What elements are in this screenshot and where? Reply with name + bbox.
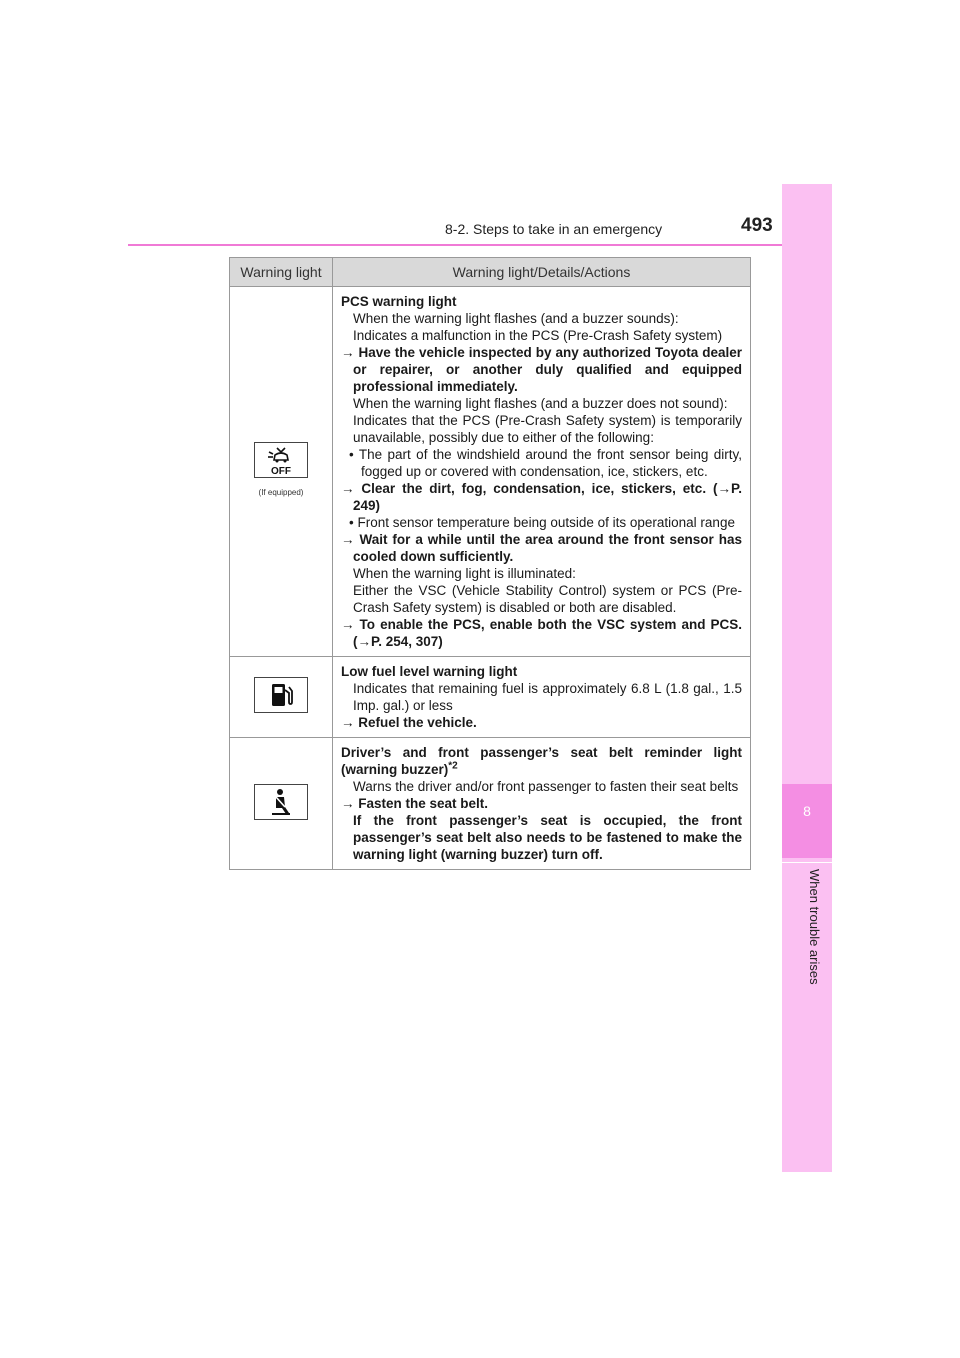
header-rule bbox=[128, 244, 832, 246]
page-number: 493 bbox=[741, 215, 773, 236]
pcs-text: Indicates a malfunction in the PCS (Pre-Crash Safety system) bbox=[353, 328, 723, 343]
fuel-icon-cell bbox=[230, 657, 333, 738]
pcs-action: → Clear the dirt, fog, condensation, ice, stickers, etc. (→P. 249) bbox=[341, 481, 742, 513]
belt-icon-cell bbox=[230, 738, 333, 870]
belt-text: Warns the driver and/or front passenger to fasten their seat belts bbox=[353, 779, 739, 794]
header-details: Warning light/Details/Actions bbox=[333, 258, 751, 287]
fuel-pump-icon bbox=[254, 677, 308, 713]
pcs-action: → Wait for a while until the area around the front sensor has cooled down sufficiently. bbox=[341, 532, 742, 564]
pcs-warning-icon bbox=[254, 442, 308, 478]
chapter-side-tab bbox=[782, 184, 832, 1172]
pcs-bullet: • Front sensor temperature being outside of its operational range bbox=[349, 515, 735, 530]
table-row bbox=[230, 657, 751, 738]
pcs-details bbox=[333, 287, 751, 657]
table-row bbox=[230, 287, 751, 657]
pcs-text: Either the VSC (Vehicle Stability Control) system or PCS (Pre-Crash Safety system) is disabled or both are disabled. bbox=[353, 583, 742, 615]
chapter-tab-divider bbox=[782, 862, 832, 863]
chapter-title: When trouble arises bbox=[807, 869, 822, 985]
fuel-action: → Refuel the vehicle. bbox=[341, 715, 477, 730]
warning-light-table bbox=[229, 257, 751, 870]
section-title: 8-2. Steps to take in an emergency bbox=[445, 221, 663, 237]
pcs-action-text: Clear the dirt, fog, condensation, ice, stickers, etc. (→P. 249) bbox=[353, 481, 742, 513]
fuel-details bbox=[333, 657, 751, 738]
belt-note: If the front passenger’s seat is occupied, the front passenger’s seat belt also needs to be fastened to make the warning light (warning buzzer) turn off. bbox=[353, 813, 742, 862]
chapter-number: 8 bbox=[803, 803, 811, 819]
if-equipped-note: (If equipped) bbox=[258, 488, 304, 497]
pcs-action-text: Wait for a while until the area around the front sensor has cooled down sufficiently. bbox=[353, 532, 742, 564]
pcs-text: Indicates that the PCS (Pre-Crash Safety system) is temporarily unavailable, possibly due to either of the following: bbox=[353, 413, 742, 445]
header-warning-light: Warning light bbox=[230, 258, 333, 287]
belt-action-text: Fasten the seat belt. bbox=[358, 796, 489, 811]
fuel-text: Indicates that remaining fuel is approximately 6.8 L (1.8 gal., 1.5 Imp. gal.) or less bbox=[353, 681, 742, 713]
seat-belt-icon bbox=[254, 784, 308, 820]
pcs-bullet-text: Front sensor temperature being outside of its operational range bbox=[357, 515, 735, 530]
chapter-number-tab bbox=[782, 784, 832, 858]
fuel-title: Low fuel level warning light bbox=[341, 664, 518, 679]
pcs-text: When the warning light is illuminated: bbox=[353, 566, 576, 581]
pcs-title: PCS warning light bbox=[341, 294, 457, 309]
pcs-icon-off-text: OFF bbox=[271, 466, 291, 477]
pcs-bullet-text: The part of the windshield around the front sensor being dirty, fogged up or covered with condensation, ice, stickers, etc. bbox=[358, 447, 742, 479]
pcs-action: → To enable the PCS, enable both the VSC system and PCS. (→P. 254, 307) bbox=[341, 617, 742, 649]
table-header-row bbox=[230, 258, 751, 287]
pcs-bullet: • The part of the windshield around the front sensor being dirty, fogged up or covered with condensation, ice, stickers, etc. bbox=[349, 447, 742, 479]
belt-title bbox=[341, 744, 742, 778]
pcs-action: → Have the vehicle inspected by any authorized Toyota dealer or repairer, or another duly qualified and equipped professional immediately. bbox=[341, 345, 742, 394]
belt-footnote-ref: *2 bbox=[448, 760, 458, 772]
pcs-action-text: Have the vehicle inspected by any authorized Toyota dealer or repairer, or another duly qualified and equipped professional immediately. bbox=[353, 345, 742, 394]
belt-details bbox=[333, 738, 751, 870]
fuel-action-text: Refuel the vehicle. bbox=[358, 715, 477, 730]
belt-action: → Fasten the seat belt. bbox=[341, 796, 489, 811]
table-row bbox=[230, 738, 751, 870]
pcs-action-text: To enable the PCS, enable both the VSC system and PCS. (→P. 254, 307) bbox=[353, 617, 742, 649]
belt-title-text: Driver’s and front passenger’s seat belt reminder light (warning buzzer) bbox=[341, 745, 742, 777]
pcs-text: When the warning light flashes (and a buzzer does not sound): bbox=[353, 396, 728, 411]
pcs-text: When the warning light flashes (and a buzzer sounds): bbox=[353, 311, 679, 326]
pcs-icon-cell bbox=[230, 287, 333, 657]
